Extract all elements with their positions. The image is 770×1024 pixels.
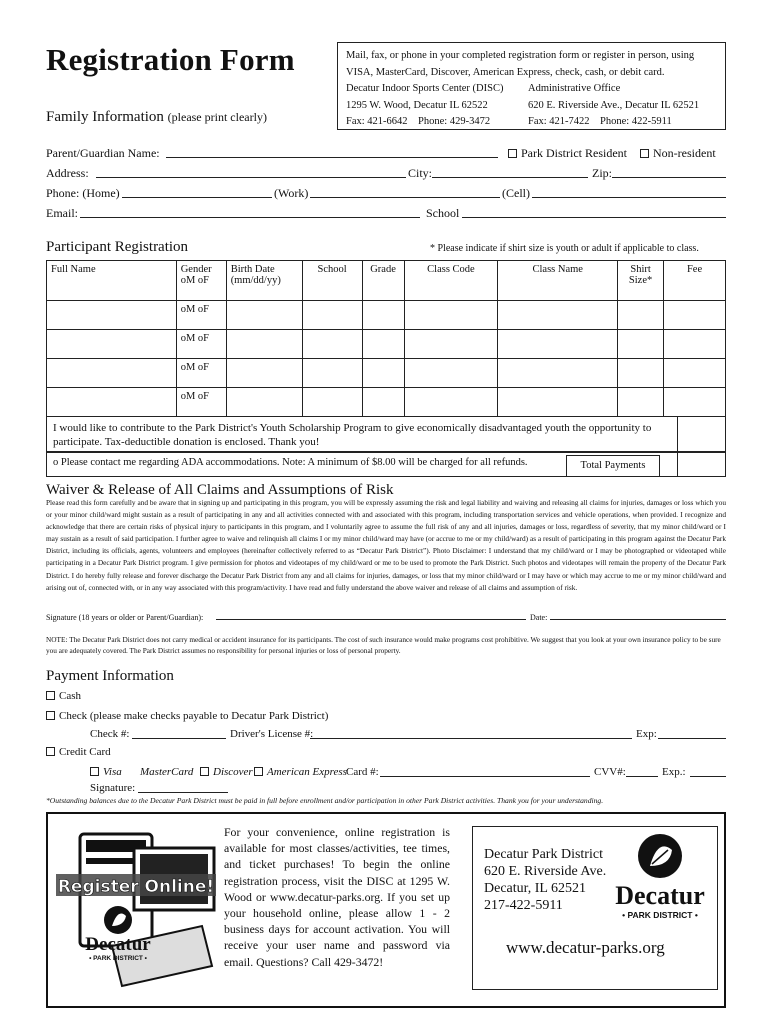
register-online-text: Register Online!	[57, 877, 215, 897]
visa-checkbox[interactable]	[90, 767, 99, 776]
nonresident-checkbox[interactable]	[640, 149, 649, 158]
discover-checkbox[interactable]	[200, 767, 209, 776]
email-field[interactable]	[80, 204, 420, 218]
col-full-name: Full Name	[47, 261, 177, 301]
guardian-field[interactable]	[166, 144, 498, 158]
birth-header: Birth Date	[230, 264, 275, 275]
card-number-field[interactable]	[380, 764, 590, 777]
license-field[interactable]	[310, 726, 632, 739]
resident-label: Park District Resident	[521, 146, 627, 160]
contact-address	[484, 846, 606, 914]
col-school: School	[302, 261, 362, 301]
leaf-logo-icon	[638, 834, 682, 878]
online-registration-text: For your convenience, online registration is available for most classes/activities, tee times, and ticket purchases! To begin the online registration process, visit the DISC at 1295 W. Wood or www.decatur-parks.org. If you set up your household online, please allow 1 - 2 business days for account activation. You will receive your user name and password via email. Questions? Call 429-3472!	[224, 825, 450, 969]
col-birth-date	[226, 261, 302, 301]
family-info-hint: (please print clearly)	[167, 110, 267, 124]
zip-field[interactable]	[612, 164, 726, 178]
visa-option[interactable]	[90, 766, 122, 778]
gender-cell[interactable]: oM oF	[176, 301, 226, 330]
check-number-field[interactable]	[132, 726, 226, 739]
mail-info-box	[337, 42, 726, 130]
visa-label: Visa	[103, 766, 122, 778]
disc-street: 1295 W. Wood, Decatur IL 62522	[346, 99, 488, 111]
discover-option[interactable]	[200, 766, 253, 778]
check-option[interactable]	[46, 710, 328, 722]
table-row[interactable]	[47, 388, 726, 417]
check-checkbox[interactable]	[46, 711, 55, 720]
promo-logo-word: Decatur	[85, 934, 151, 955]
table-header-row	[47, 261, 726, 301]
outstanding-balance-note: *Outstanding balances due to the Decatur Park District must be paid in full before enrollment and/or participation in other Park District activities. Thank you for your understanding.	[46, 796, 604, 805]
cvv-field[interactable]	[626, 764, 658, 777]
shirt-size-header: Size*	[628, 275, 653, 286]
amex-option[interactable]	[254, 766, 347, 778]
gender-cell[interactable]: oM oF	[176, 388, 226, 417]
contact-city: Decatur, IL 62521	[484, 881, 586, 896]
email-label: Email:	[46, 206, 78, 220]
waiver-date-field[interactable]	[550, 608, 726, 620]
gender-options: oM oF	[180, 275, 210, 286]
col-shirt-size	[618, 261, 664, 301]
contact-logo-word: Decatur	[615, 881, 705, 910]
card-exp-field[interactable]	[690, 764, 726, 777]
school-field[interactable]	[462, 204, 726, 218]
col-gender	[176, 261, 226, 301]
contact-logo-sub: • PARK DISTRICT •	[622, 910, 698, 920]
nonresident-option[interactable]	[640, 146, 716, 161]
phone-home-label: Phone: (Home)	[46, 186, 120, 200]
cash-checkbox[interactable]	[46, 691, 55, 700]
nonresident-label: Non-resident	[653, 146, 716, 160]
waiver-date-label: Date:	[530, 613, 548, 622]
family-info-heading: Family Information	[46, 109, 164, 125]
contact-street: 620 E. Riverside Ave.	[484, 864, 607, 879]
gender-cell[interactable]: oM oF	[176, 359, 226, 388]
check-label: Check (please make checks payable to Decatur Park District)	[59, 710, 329, 722]
scholarship-fee-cell[interactable]	[678, 416, 726, 452]
insurance-note: NOTE: The Decatur Park District does not carry medical or accident insurance for its participants. The cost of such insurance would make programs cost prohibitive. We suggest that you look at your own insurance policy to be sure you are adequately covered. The Park District assumes no responsibility for personal injuries or loss of personal property.	[46, 635, 721, 655]
admin-name: Administrative Office	[528, 83, 621, 94]
cash-label: Cash	[59, 690, 81, 702]
amex-checkbox[interactable]	[254, 767, 263, 776]
birth-format: (mm/dd/yy)	[230, 275, 281, 286]
contact-org: Decatur Park District	[484, 847, 603, 862]
card-exp-label: Exp.:	[662, 766, 686, 778]
cash-option[interactable]	[46, 690, 81, 702]
computer-icon	[80, 834, 214, 986]
decatur-logo	[604, 832, 716, 924]
license-exp-label: Exp:	[636, 728, 657, 740]
guardian-label: Parent/Guardian Name:	[46, 146, 160, 160]
license-exp-field[interactable]	[658, 726, 726, 739]
address-field[interactable]	[96, 164, 406, 178]
mail-line-2: VISA, MasterCard, Discover, American Express, check, cash, or debit card.	[346, 66, 665, 78]
cvv-label: CVV#:	[594, 766, 626, 778]
disc-address	[346, 81, 528, 131]
leaf-logo-icon	[104, 906, 132, 934]
phone-home-field[interactable]	[122, 184, 272, 198]
family-info-label	[46, 109, 267, 126]
col-class-code: Class Code	[404, 261, 498, 301]
mastercard-label: MasterCard	[140, 766, 194, 778]
table-row[interactable]	[47, 359, 726, 388]
address-label: Address:	[46, 166, 89, 180]
card-signature-label: Signature:	[90, 782, 136, 794]
col-fee: Fee	[664, 261, 726, 301]
shirt-size-note: * Please indicate if shirt size is youth or adult if applicable to class.	[430, 243, 699, 254]
admin-phone: Fax: 421-7422 Phone: 422-5911	[528, 116, 672, 127]
credit-checkbox[interactable]	[46, 747, 55, 756]
school-label: School	[426, 206, 460, 220]
scholarship-box[interactable]: I would like to contribute to the Park District's Youth Scholarship Program to give economically disadvantaged youth the opportunity to participate. Tax-deductible donation is enclosed. Thank you!	[46, 416, 678, 452]
card-number-label: Card #:	[346, 766, 379, 778]
phone-cell-label: (Cell)	[502, 186, 530, 200]
card-signature-field[interactable]	[138, 780, 228, 793]
total-fee-cell[interactable]	[678, 452, 726, 477]
waiver-signature-field[interactable]	[216, 608, 526, 620]
resident-checkbox[interactable]	[508, 149, 517, 158]
gender-header: Gender	[180, 264, 212, 275]
mail-line-1: Mail, fax, or phone in your completed registration form or register in person, using	[346, 50, 695, 61]
phone-work-field[interactable]	[310, 184, 500, 198]
admin-street: 620 E. Riverside Ave., Decatur IL 62521	[528, 99, 700, 111]
discover-label: Discover	[213, 766, 253, 778]
disc-name: Decatur Indoor Sports Center (DISC)	[346, 83, 504, 94]
promo-logo-sub: • PARK DISTRICT •	[89, 955, 147, 962]
license-label: Driver's License #:	[230, 728, 314, 740]
admin-address	[528, 81, 699, 131]
website-link[interactable]: www.decatur-parks.org	[506, 938, 665, 957]
check-number-label: Check #:	[90, 728, 130, 740]
total-payments-label: Total Payments	[566, 455, 660, 477]
city-label: City:	[408, 166, 433, 180]
shirt-header: Shirt	[630, 264, 651, 275]
table-row[interactable]	[47, 301, 726, 330]
disc-phone: Fax: 421-6642 Phone: 429-3472	[346, 116, 491, 127]
participant-heading: Participant Registration	[46, 239, 189, 255]
register-online-graphic	[52, 826, 222, 1002]
waiver-signature-label: Signature (18 years or older or Parent/Guardian):	[46, 613, 204, 622]
credit-option[interactable]	[46, 746, 111, 758]
form-title: Registration Form	[46, 42, 295, 77]
col-class-name: Class Name	[498, 261, 618, 301]
resident-option[interactable]	[508, 146, 627, 161]
zip-label: Zip:	[592, 166, 612, 180]
amex-label: American Express	[267, 766, 347, 778]
payment-heading: Payment Information	[46, 668, 174, 684]
table-row[interactable]	[47, 330, 726, 359]
city-field[interactable]	[432, 164, 588, 178]
phone-work-label: (Work)	[274, 186, 309, 200]
phone-cell-field[interactable]	[532, 184, 726, 198]
contact-phone: 217-422-5911	[484, 898, 563, 913]
participant-table	[46, 260, 726, 417]
gender-cell[interactable]: oM oF	[176, 330, 226, 359]
waiver-heading: Waiver & Release of All Claims and Assumptions of Risk	[46, 482, 394, 498]
waiver-text: Please read this form carefully and be aware that in signing up and participating in this program, you will be expressly assuming the risk and legal liability and waiving and releasing all claims for injuries, damages or loss which you or your minor child/ward might sustain as a result of participating in any and all activities connected with and associated with this program, including transportation services and vehicle operations, when provided. I recognize and acknowledge that there are certain risks of physical injury to participants in this program, and I voluntarily agree to assume the full risk of any and all injuries, damages or loss, regardless of severity, that my minor child/ward or I may sustain as a result of said participation. I further agree to waive and relinquish all claims I or my minor child/ward may have (or accrue to me or my child/ward) as a result of participating in this program against the Decatur Park District, including its officials, agents, volunteers and employees (hereinafter collectively referred to as “Decatur Park District”). Photo Disclaimer: I understand that my child/ward or I may be photographed or videotaped while participating in a Decatur Park District program. I give permission for photos and videotapes of my child/ward or me to be used to promote the Park District. Such photos and videotapes will remain the property of the Decatur Park District. I do hereby fully release and forever discharge the Decatur Park District from any and all claims for injuries, damages, or loss that my minor child/ward or I may have or which may accrue to me or my minor child/ward and arising out of, connected with, or in any way associated with this program/activity. I have read and fully understand the above waiver and release of all claims and assumption of risk.	[46, 498, 726, 592]
credit-label: Credit Card	[59, 746, 111, 758]
ada-request[interactable]: o Please contact me regarding ADA accommodations. Note: A minimum of $8.00 will be charged for all refunds.	[46, 452, 678, 477]
col-grade: Grade	[362, 261, 404, 301]
